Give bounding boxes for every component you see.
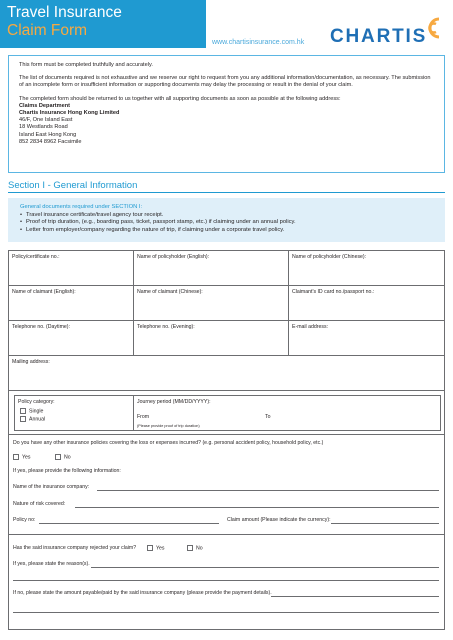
website-link[interactable]: www.chartisinsurance.com.hk: [212, 39, 305, 46]
field-label: Telephone no. (Daytime):: [12, 324, 70, 330]
instruction-1: This form must be completed truthfully and accurately.: [19, 62, 153, 68]
rejected-question: Has the said insurance company rejected your claim?: [13, 545, 137, 551]
address-dept: Claims Department: [19, 102, 70, 109]
company-logo: [330, 14, 446, 48]
general-info-form: [8, 250, 445, 630]
other-ins-yes-option[interactable]: [13, 454, 30, 460]
single-label: Single: [29, 408, 44, 415]
no-label: No: [196, 545, 203, 552]
claimant-cn-field[interactable]: [134, 286, 289, 321]
address-line1: 46/F, One Island East: [19, 117, 73, 124]
single-checkbox[interactable]: [20, 408, 26, 414]
form-title: Travel Insurance: [7, 4, 122, 21]
reasons-label: If yes, please state the reason(s).: [13, 561, 90, 567]
insurance-company-input[interactable]: [97, 490, 439, 491]
field-label: E-mail address:: [292, 324, 329, 330]
yes-checkbox[interactable]: [13, 454, 19, 460]
address-fax: 852 2834 8962 Facsimile: [19, 138, 82, 145]
instruction-2: The list of documents required is not exhaustive and we reserve our right to request from you any additional information/documentation, as necessary. The submission of an incomplete form or insufficient information or supporting documents may delay the processing or result in the denial of your claim.: [19, 75, 431, 89]
yes-checkbox[interactable]: [147, 545, 153, 551]
policyholder-en-field[interactable]: [134, 251, 289, 286]
claimant-id-field[interactable]: [289, 286, 444, 321]
email-field[interactable]: [289, 321, 444, 356]
if-yes-instruction: If yes, please provide the following information:: [13, 468, 121, 474]
field-label: Claimant's ID card no./passport no.:: [292, 289, 375, 295]
no-label: No: [64, 454, 71, 461]
insurance-company-label: Name of the insurance company:: [13, 484, 90, 490]
reasons-input-line2[interactable]: [13, 580, 439, 581]
list-item: • Letter from employer/company regarding the nature of trip, if claiming under a corporate travel policy.: [20, 227, 433, 235]
other-policy-no-label: Policy no:: [13, 517, 36, 523]
claimant-en-field[interactable]: [9, 286, 134, 321]
list-item: • Travel insurance certificate/travel agency tour receipt.: [20, 212, 433, 220]
mailing-address-field[interactable]: [9, 356, 444, 391]
yes-label: Yes: [156, 545, 165, 552]
section-divider: [8, 192, 445, 193]
no-checkbox[interactable]: [55, 454, 61, 460]
field-label: Name of policyholder (English):: [137, 254, 210, 260]
address-company: Chartis Insurance Hong Kong Limited: [19, 110, 120, 117]
journey-to-label: To: [265, 414, 271, 420]
claim-amount-input[interactable]: [331, 523, 439, 524]
amount-paid-input[interactable]: [271, 596, 439, 597]
divider: [9, 534, 444, 535]
tel-daytime-field[interactable]: [9, 321, 134, 356]
return-address: [19, 96, 434, 146]
instructions-box: [8, 55, 445, 173]
no-checkbox[interactable]: [187, 545, 193, 551]
annual-label: Annual: [29, 416, 46, 423]
docs-list: [20, 212, 433, 235]
logo-text: CHARTIS: [330, 26, 428, 47]
amount-paid-input-line2[interactable]: [13, 612, 439, 613]
amount-paid-label: If no, please state the amount payable/paid by the said insurance company (please provide the payment details).: [13, 590, 272, 596]
address-line3: Island East Hong Kong: [19, 131, 77, 138]
field-label: Name of policyholder (Chinese):: [292, 254, 367, 260]
docs-heading: General documents required under SECTION I:: [20, 204, 143, 210]
required-documents: [8, 198, 445, 242]
address-line2: 18 Westlands Road: [19, 124, 68, 131]
field-label: Mailing address:: [12, 359, 50, 365]
claim-amount-label: Claim amount (Please indicate the currency):: [227, 517, 331, 523]
rejected-yes-option[interactable]: [147, 545, 164, 551]
field-label: Policy/certificate no.:: [12, 254, 60, 260]
divider: [9, 434, 444, 435]
policyholder-cn-field[interactable]: [289, 251, 444, 286]
policy-no-field[interactable]: [9, 251, 134, 286]
list-item: • Proof of trip duration, (e.g., boarding pass, ticket, passport stamp, etc.) if claiming under an annual policy.: [20, 219, 433, 227]
policy-category-label: Policy category:: [18, 399, 55, 405]
tel-evening-field[interactable]: [134, 321, 289, 356]
instruction-3: The completed form should be returned to us together with all supporting documents as soon as possible at the following address:: [19, 95, 341, 102]
yes-label: Yes: [22, 454, 31, 461]
other-policy-no-input[interactable]: [39, 523, 219, 524]
field-label: Telephone no. (Evening):: [137, 324, 195, 330]
rejected-no-option[interactable]: [187, 545, 203, 551]
title-band: [0, 0, 206, 48]
form-header: [0, 0, 453, 54]
journey-from-label: From: [137, 414, 150, 420]
annual-checkbox[interactable]: [20, 416, 26, 422]
logo-mark-icon: [423, 16, 445, 40]
risk-covered-label: Nature of risk covered:: [13, 501, 66, 507]
annual-option[interactable]: [20, 416, 45, 422]
other-insurance-question: Do you have any other insurance policies covering the loss or expenses incurred? (e.g. personal accident policy, household policy, etc.): [13, 440, 324, 446]
journey-note: (Please provide proof of trip duration): [137, 424, 200, 428]
journey-period-label: Journey period (MM/DD/YYYY):: [137, 399, 211, 405]
reasons-input[interactable]: [91, 567, 439, 568]
single-option[interactable]: [20, 408, 43, 414]
field-label: Name of claimant (Chinese):: [137, 289, 203, 295]
other-ins-no-option[interactable]: [55, 454, 71, 460]
form-subtitle: Claim Form: [7, 22, 88, 39]
risk-covered-input[interactable]: [75, 507, 439, 508]
section-title: Section I - General Information: [8, 180, 138, 191]
field-label: Name of claimant (English):: [12, 289, 76, 295]
